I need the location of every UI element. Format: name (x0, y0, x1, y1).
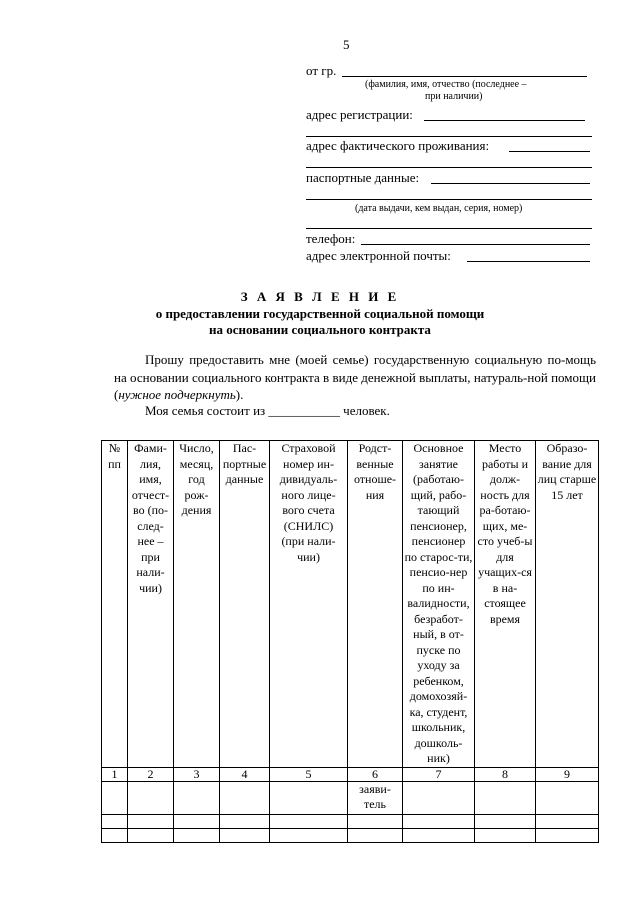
family-size-unit: человек. (343, 403, 390, 418)
table-cell[interactable] (403, 781, 475, 814)
phone-label: телефон: (306, 231, 356, 246)
column-number: 8 (475, 767, 536, 781)
table-row (102, 814, 599, 828)
header-cell: Пас-портные данные (220, 441, 270, 768)
header-cell: Страховой номер ин-дивидуаль-ного лице-вого счета (СНИЛС) (при нали-чии) (270, 441, 348, 768)
relation-cell-applicant: заяви-тель (348, 781, 403, 814)
email-line[interactable] (467, 261, 590, 262)
column-number-row (102, 767, 599, 781)
column-number: 3 (174, 767, 220, 781)
table-cell[interactable] (174, 781, 220, 814)
table-cell[interactable] (536, 814, 599, 828)
table-cell[interactable] (102, 828, 128, 842)
family-table (101, 440, 599, 843)
passport-note: (дата выдачи, кем выдан, серия, номер) (355, 203, 523, 214)
table-cell[interactable] (475, 781, 536, 814)
table-cell[interactable] (536, 781, 599, 814)
phone-line[interactable] (361, 244, 590, 245)
table-cell[interactable] (220, 828, 270, 842)
header-cell: Основное занятие (работаю-щий, рабо-тающий пенсионер, пенсионер по старос-ти, пенсио-нер по ин-валидности, безработ-ный, в от-пуске по уходу за ребенком, домохозяй-ка, студент, школьник, дошколь-ник) (403, 441, 475, 768)
request-text: Прошу предоставить мне (моей семье) государственную социальную по-мощь на основании социального контракта в виде денежной выплаты, натураль-ной помощи ( (114, 352, 596, 402)
table-row (102, 828, 599, 842)
header-cell: Место работы и долж-ность для ра-ботаю-щих, ме-сто учеб-ы для учащих-ся в на-стоящее время (475, 441, 536, 768)
table-cell[interactable] (220, 781, 270, 814)
column-number: 1 (102, 767, 128, 781)
table-cell[interactable] (128, 828, 174, 842)
header-cell: Родст-венные отноше-ния (348, 441, 403, 768)
table-cell[interactable] (220, 814, 270, 828)
document-title: З А Я В Л Е Н И Е (240, 289, 400, 304)
table-cell[interactable] (270, 781, 348, 814)
table-cell[interactable] (174, 828, 220, 842)
column-number: 4 (220, 767, 270, 781)
column-number: 7 (403, 767, 475, 781)
table-row (102, 781, 599, 814)
title-line-2: на основании социального контракта (209, 322, 431, 337)
email-label: адрес электронной почты: (306, 248, 451, 263)
page-number: 5 (343, 37, 350, 52)
actual-address-line[interactable] (509, 151, 590, 152)
request-italic-note: нужное подчеркнуть (118, 387, 236, 402)
table-cell[interactable] (403, 828, 475, 842)
fio-line[interactable] (342, 76, 587, 77)
column-number: 5 (270, 767, 348, 781)
header-cell: Фами-лия, имя, отчест-во (по-след-нее – при нали-чии) (128, 441, 174, 768)
column-number: 6 (348, 767, 403, 781)
actual-address-line-2[interactable] (306, 167, 592, 168)
from-label: от гр. (306, 63, 337, 78)
reg-address-line-2[interactable] (306, 136, 592, 137)
table-cell[interactable] (102, 781, 128, 814)
header-cell: Число, месяц, год рож-дения (174, 441, 220, 768)
title-line-1: о предоставлении государственной социальной помощи (155, 306, 485, 321)
header-cell: № пп (102, 441, 128, 768)
passport-label: паспортные данные: (306, 170, 420, 185)
family-size-paragraph (114, 402, 596, 420)
reg-address-line[interactable] (424, 120, 585, 121)
passport-line-3[interactable] (306, 228, 592, 229)
column-number: 2 (128, 767, 174, 781)
actual-address-label: адрес фактического проживания: (306, 138, 490, 153)
table-cell[interactable] (102, 814, 128, 828)
table-cell[interactable] (128, 814, 174, 828)
family-size-text: Моя семья состоит из (145, 403, 266, 418)
table-cell[interactable] (348, 828, 403, 842)
reg-address-label: адрес регистрации: (306, 107, 413, 122)
table-cell[interactable] (348, 814, 403, 828)
fio-note-line1: (фамилия, имя, отчество (последнее – (365, 79, 527, 90)
table-cell[interactable] (270, 828, 348, 842)
request-paragraph (114, 351, 596, 404)
table-cell[interactable] (174, 814, 220, 828)
table-cell[interactable] (270, 814, 348, 828)
passport-line[interactable] (431, 183, 590, 184)
table-cell[interactable] (403, 814, 475, 828)
table-cell[interactable] (128, 781, 174, 814)
column-number: 9 (536, 767, 599, 781)
table-cell[interactable] (475, 814, 536, 828)
fio-note-line2: при наличии) (425, 91, 483, 102)
request-text-end: ). (235, 387, 244, 402)
family-size-blank[interactable]: ___________ (268, 403, 340, 418)
header-cell: Образо-вание для лиц старше 15 лет (536, 441, 599, 768)
passport-line-2[interactable] (306, 199, 592, 200)
table-header-row (102, 441, 599, 768)
table-cell[interactable] (475, 828, 536, 842)
table-cell[interactable] (536, 828, 599, 842)
